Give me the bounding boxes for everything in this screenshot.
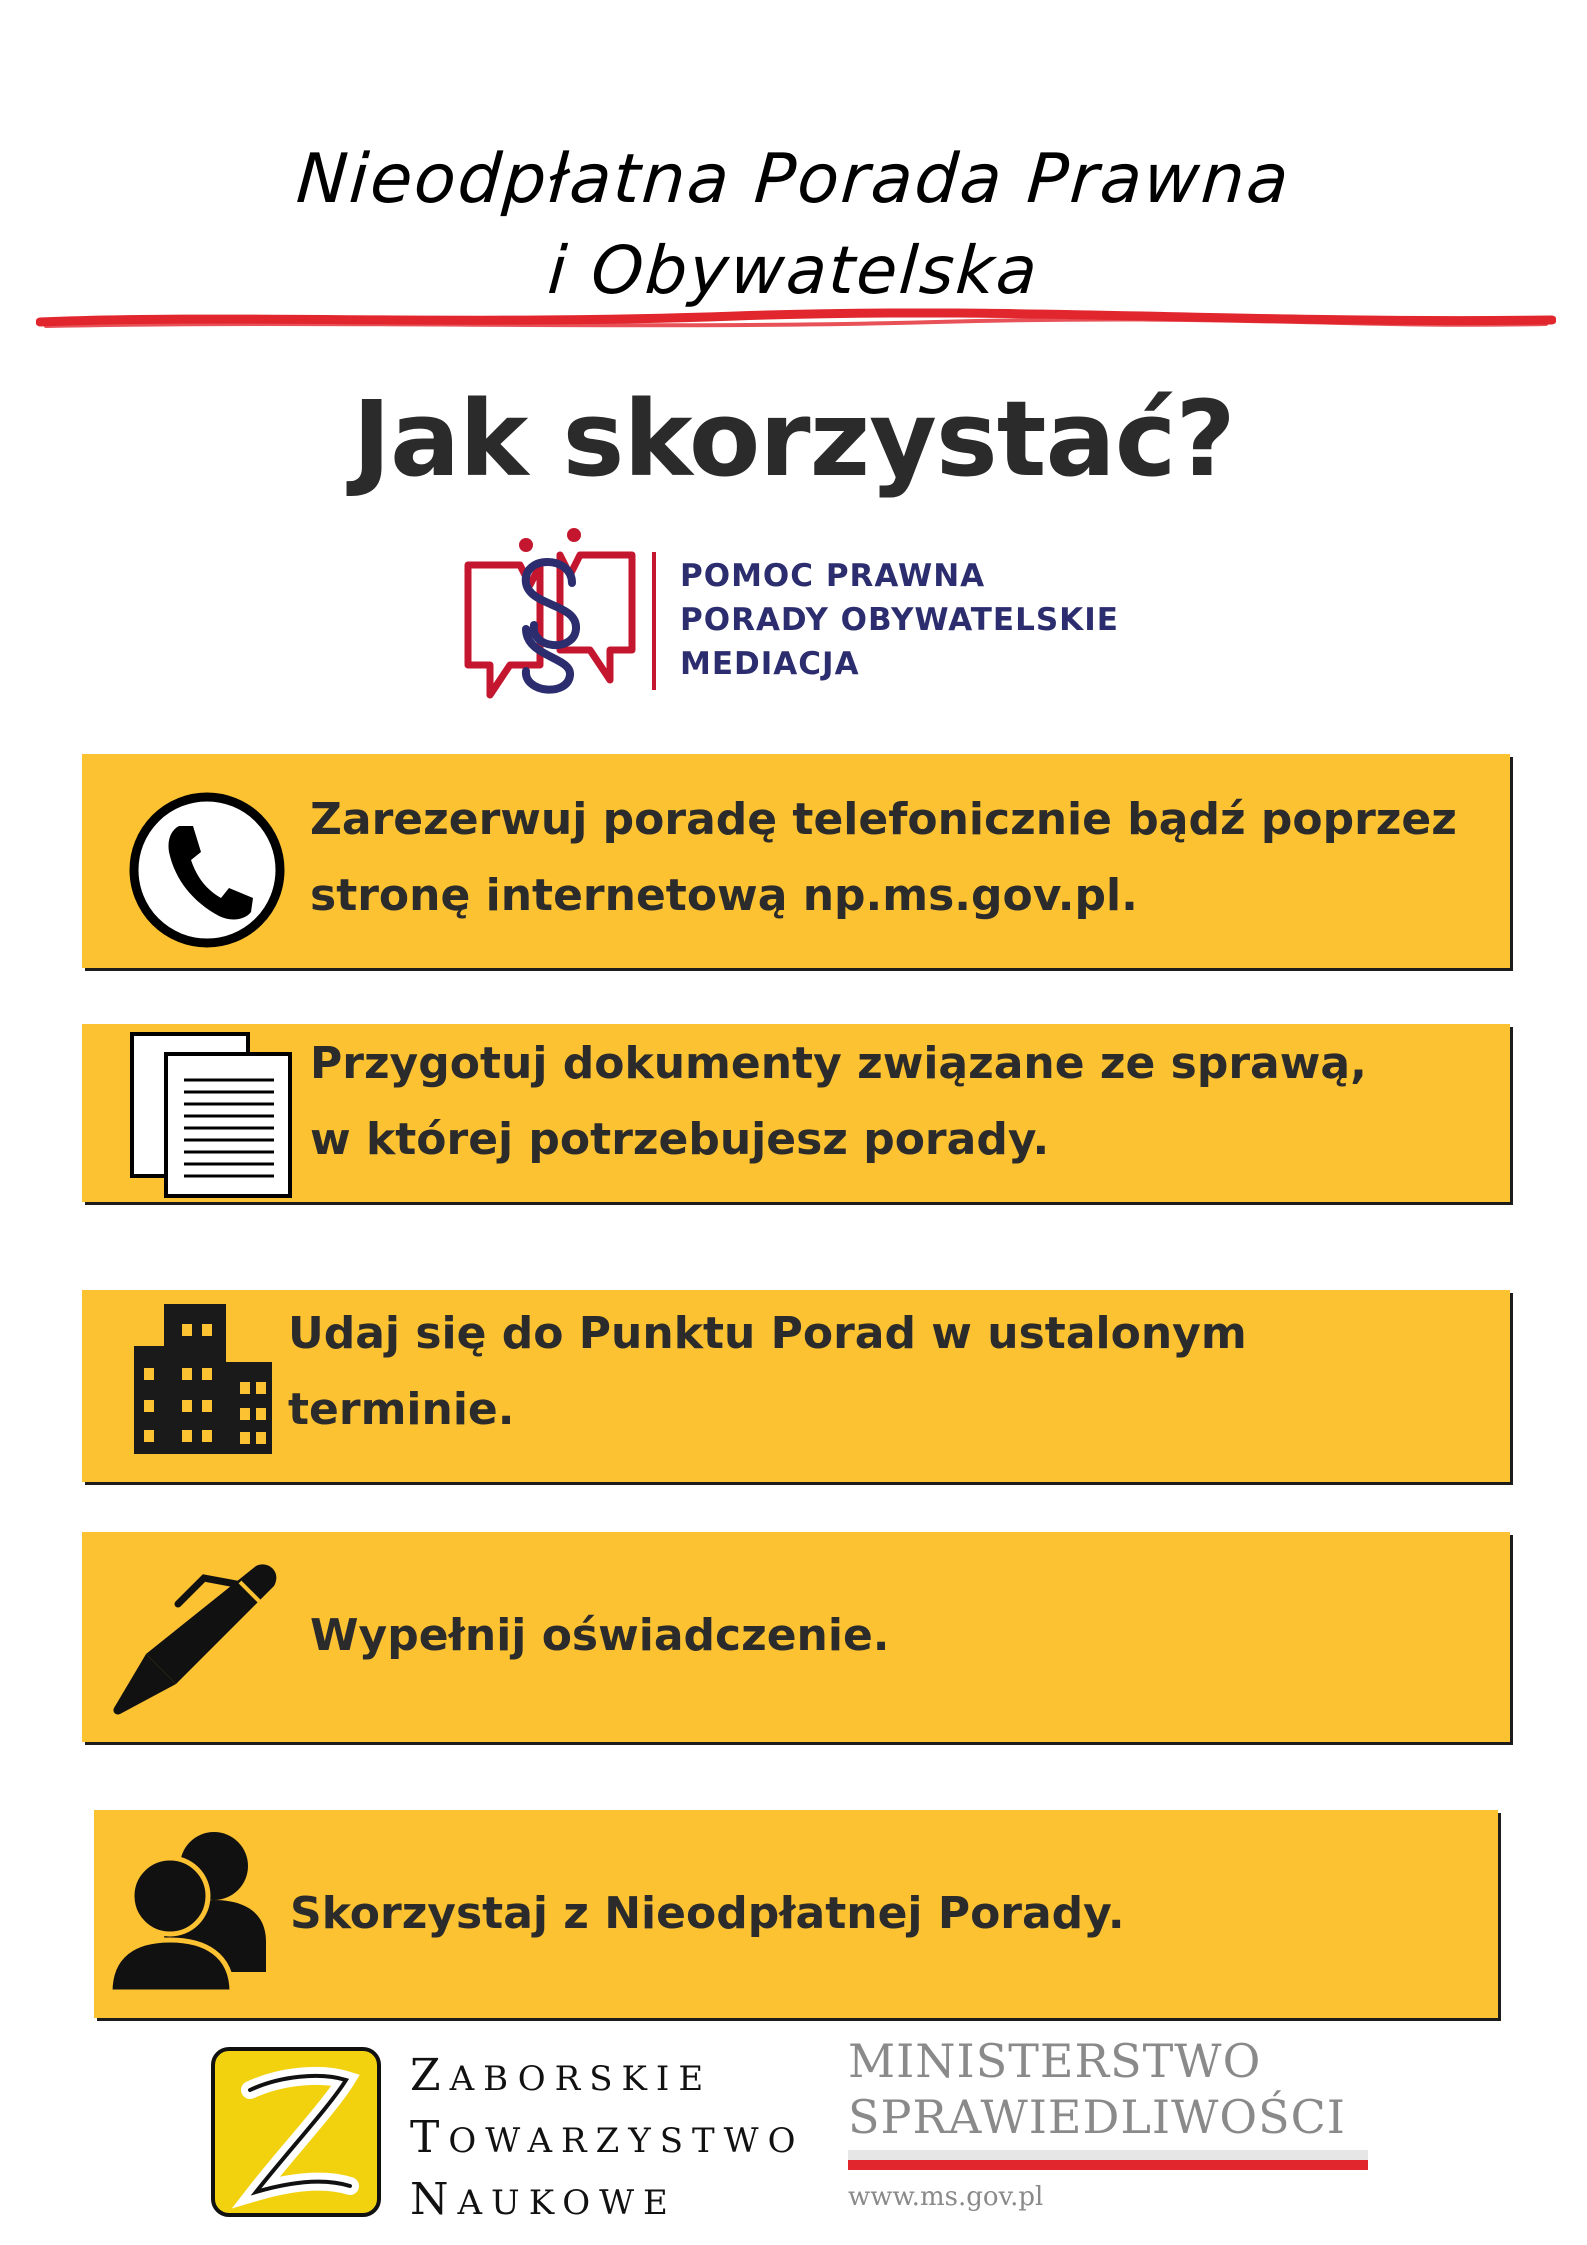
step-card-book-appointment <box>82 754 1510 968</box>
step-5-text: Skorzystaj z Nieodpłatnej Porady. <box>290 1888 1125 1939</box>
society-name-line-1: ZABORSKIE <box>410 2050 713 2101</box>
step-1-text-line-1: Zarezerwuj poradę telefonicznie bądź poprzez <box>310 794 1457 845</box>
pen-icon <box>106 1556 286 1726</box>
step-2-text-line-2: w której potrzebujesz porady. <box>310 1114 1050 1165</box>
step-card-visit-office <box>82 1290 1510 1482</box>
step-card-prepare-documents <box>82 1024 1510 1202</box>
building-icon <box>128 1296 278 1456</box>
people-icon <box>106 1822 286 2002</box>
step-3-text-line-1: Udaj się do Punktu Porad w ustalonym <box>288 1308 1247 1359</box>
step-4-text: Wypełnij oświadczenie. <box>310 1610 890 1661</box>
logo-text-citizen-advice: PORADY OBYWATELSKIE <box>680 602 1119 638</box>
documents-icon <box>128 1030 298 1202</box>
page-heading: Jak skorzystać? <box>352 378 1235 500</box>
ministry-flag-stripe-icon <box>848 2150 1368 2172</box>
step-1-text-line-2: stronę internetową np.ms.gov.pl. <box>310 870 1138 921</box>
legal-aid-logo-icon <box>460 525 640 705</box>
logo-text-mediation: MEDIACJA <box>680 646 860 682</box>
title-line-1: Nieodpłatna Porada Prawna <box>294 140 1293 219</box>
society-logo-icon <box>210 2046 382 2218</box>
ministry-url: www.ms.gov.pl <box>848 2182 1044 2212</box>
logo-divider <box>652 552 656 690</box>
step-3-text-line-2: terminie. <box>288 1384 515 1435</box>
phone-icon <box>127 790 287 950</box>
step-card-fill-declaration <box>82 1532 1510 1742</box>
society-name-line-3: NAUKOWE <box>410 2174 677 2225</box>
society-name-line-2: TOWARZYSTWO <box>410 2112 805 2163</box>
title-line-2: i Obywatelska <box>545 232 1042 309</box>
step-card-get-advice <box>94 1810 1498 2018</box>
ministry-name-line-1: MINISTERSTWO <box>848 2034 1262 2088</box>
ministry-name-line-2: SPRAWIEDLIWOŚCI <box>848 2090 1346 2144</box>
step-2-text-line-1: Przygotuj dokumenty związane ze sprawą, <box>310 1038 1367 1089</box>
logo-text-legal-aid: POMOC PRAWNA <box>680 558 986 594</box>
red-brush-underline <box>36 300 1556 340</box>
